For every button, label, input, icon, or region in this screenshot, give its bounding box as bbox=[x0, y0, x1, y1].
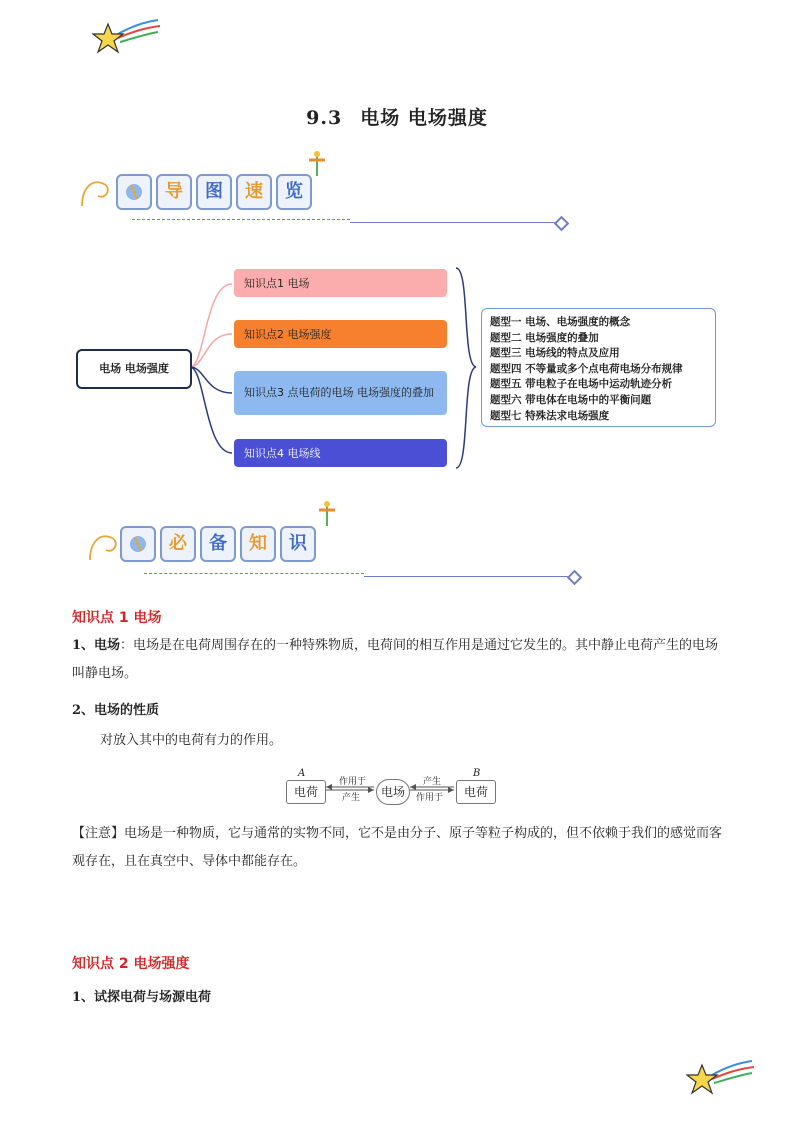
banner-required-knowledge bbox=[86, 500, 586, 580]
banner-circle-chip bbox=[120, 526, 156, 562]
field-circle: 电场 bbox=[376, 779, 410, 805]
section2-paragraph-1: 1、试探电荷与场源电荷 bbox=[72, 990, 212, 1005]
type-item: 题型六 带电体在电场中的平衡问题 bbox=[490, 393, 652, 406]
charge-box-left: 电荷 bbox=[286, 780, 326, 804]
arrow-label-right-top: 产生 bbox=[423, 777, 442, 787]
type-item: 题型四 不等量或多个点电荷电场分布规律 bbox=[490, 362, 683, 375]
term-label: 1、电场 bbox=[72, 638, 121, 653]
type-item: 题型一 电场、电场强度的概念 bbox=[490, 316, 631, 328]
arrow-label-left-bottom: 产生 bbox=[342, 793, 361, 803]
sprout-icon bbox=[316, 500, 338, 528]
label-a: A bbox=[298, 768, 306, 779]
banner-solid-line bbox=[364, 576, 570, 577]
section1-paragraph-2: 对放入其中的电荷有力的作用。 bbox=[100, 733, 283, 748]
mindmap-point-4: 知识点4 电场线 bbox=[234, 439, 447, 467]
banner-char-4: 识 bbox=[280, 526, 316, 562]
banner-char-2: 备 bbox=[200, 526, 236, 562]
mindmap-point-2: 知识点2 电场强度 bbox=[234, 320, 447, 348]
charge-box-right: 电荷 bbox=[456, 780, 496, 804]
mindmap-point-1: 知识点1 电场 bbox=[234, 269, 447, 297]
section-heading-1: 知识点 1 电场 bbox=[72, 610, 162, 626]
arrow-label-left-top: 作用于 bbox=[339, 777, 367, 787]
section1-subheading: 2、电场的性质 bbox=[72, 703, 160, 718]
arrow-label-right-bottom: 作用于 bbox=[416, 793, 444, 803]
charge-field-diagram bbox=[286, 768, 500, 808]
banner-char-2: 图 bbox=[196, 174, 232, 210]
type-item: 题型三 电场线的特点及应用 bbox=[490, 347, 620, 360]
title-text: 电场 电场强度 bbox=[360, 107, 488, 129]
type-item: 题型五 带电粒子在电场中运动轨迹分析 bbox=[490, 378, 673, 391]
mindmap-point-3: 知识点3 点电荷的电场 电场强度的叠加 bbox=[234, 371, 447, 415]
mindmap-root: 电场 电场强度 bbox=[76, 349, 192, 389]
title-number: 9.3 bbox=[306, 107, 343, 129]
mindmap-types-box bbox=[481, 308, 716, 427]
diagram-arrows bbox=[286, 768, 500, 808]
banner-dash-line bbox=[144, 573, 364, 574]
banner-char-1: 必 bbox=[160, 526, 196, 562]
section1-paragraph-1 bbox=[72, 632, 722, 688]
globe-icon bbox=[122, 528, 154, 560]
section-heading-2: 知识点 2 电场强度 bbox=[72, 956, 190, 972]
banner-char-3: 知 bbox=[240, 526, 276, 562]
banner-char-1: 导 bbox=[156, 174, 192, 210]
definition-text: ：电场是在电荷周围存在的一种特殊物质，电荷间的相互作用是通过它发生的。其中静止电荷产生的电场叫静电场。 bbox=[72, 638, 719, 681]
section1-note: 【注意】电场是一种物质，它与通常的实物不同，它不是由分子、原子等粒子构成的，但不依赖于我们的感觉而客观存在，且在真空中、导体中都能存在。 bbox=[72, 826, 723, 869]
banner-char-4: 览 bbox=[276, 174, 312, 210]
type-item: 题型二 电场强度的叠加 bbox=[490, 331, 599, 344]
type-item: 题型七 特殊法求电场强度 bbox=[490, 409, 610, 422]
banner-char-3: 速 bbox=[236, 174, 272, 210]
label-b: B bbox=[473, 768, 481, 779]
